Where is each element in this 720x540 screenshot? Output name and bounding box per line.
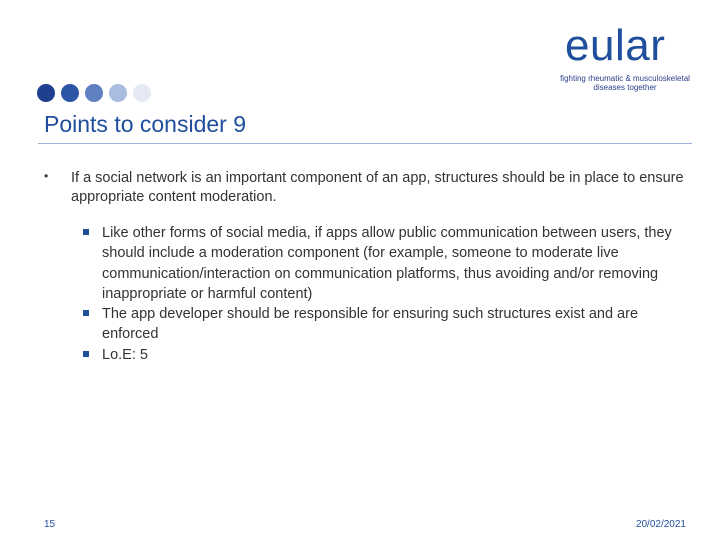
- sub-point: [83, 304, 683, 345]
- dot-4: [109, 84, 127, 102]
- sub-point-text: The app developer should be responsible for ensuring such structures exist and are enforced: [102, 306, 639, 343]
- slide-date: 20/02/2021: [635, 519, 686, 530]
- sub-point-list: [83, 223, 683, 365]
- bullet-icon: •: [44, 169, 49, 183]
- slide-title: Points to consider 9: [44, 111, 247, 137]
- logo-tagline: [560, 74, 690, 92]
- main-point: If a social network is an important component of an app, structures should be in place to ensure appropriate content moderation.: [71, 170, 684, 205]
- dot-5: [133, 84, 151, 102]
- sub-point: [83, 223, 683, 304]
- title-divider: [38, 143, 692, 144]
- page-number: 15: [44, 519, 56, 530]
- square-bullet-icon: [83, 351, 89, 357]
- logo-tagline-line-2: diseases together: [593, 83, 657, 92]
- dot-1: [37, 84, 55, 102]
- logo-tagline-line-1: fighting rheumatic & musculoskeletal: [560, 74, 690, 83]
- sub-point-text: Lo.E: 5: [102, 346, 148, 363]
- sub-point-text: Like other forms of social media, if apps allow public communication between users, they should include a moderation component (for example, someone to moderate live communication/interaction on communication platforms, thus avoiding and/or removing inappropriate or harmful content): [102, 225, 672, 302]
- sub-point: [83, 345, 683, 365]
- dot-3: [85, 84, 103, 102]
- dot-2: [61, 84, 79, 102]
- square-bullet-icon: [83, 310, 89, 316]
- logo-wordmark: eular: [565, 21, 666, 70]
- eular-logo: [560, 21, 700, 92]
- square-bullet-icon: [83, 229, 89, 235]
